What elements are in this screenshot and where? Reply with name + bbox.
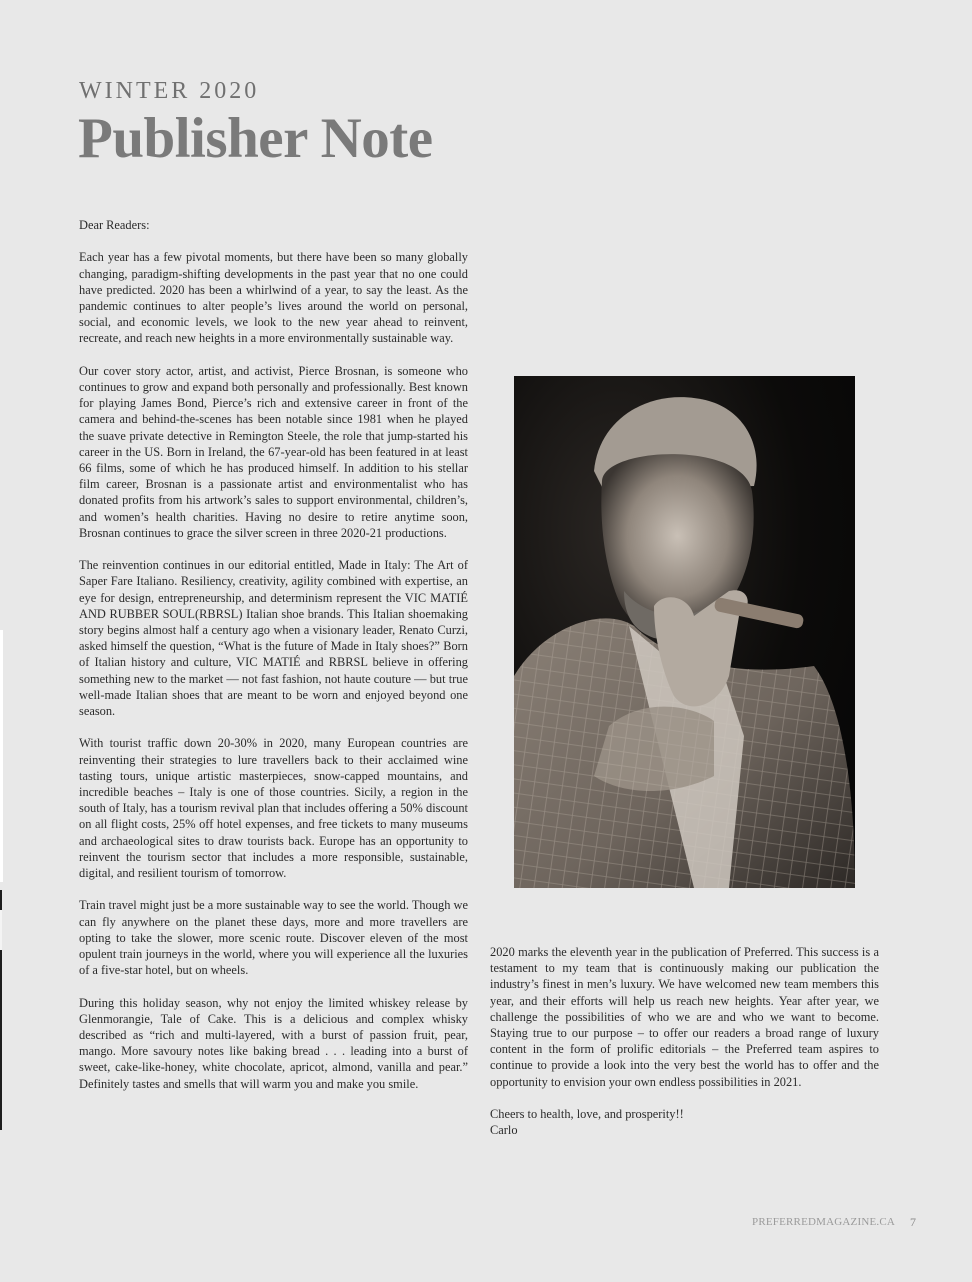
page-edge-strip-light: [0, 910, 2, 950]
paragraph: Our cover story actor, artist, and activist, Pierce Brosnan, is someone who continues to grow and expand both personally and professionally. Best known for playing James Bond, Pierce’s rich and extensive career in front of the camera and behind-the-scenes has been notable since 1981 when he played the suave private detective in Remington Steele, the role that jump-started his career in the US. Born in Ireland, the 67-year-old has been featured in at least 66 films, some of which he has produced himself. In addition to his stellar film career, Brosnan is a passionate artist and environmentalist who has donated profits from his artwork’s sales to support environmental, children’s, and women’s health charities. Having no desire to retire anytime soon, Brosnan continues to grace the silver screen in three 2020-21 productions.: [79, 363, 468, 540]
footer-website: PREFERREDMAGAZINE.CA: [752, 1216, 896, 1228]
paragraph: Each year has a few pivotal moments, but there have been so many globally changing, paradigm-shifting developments in the past year that no one could have predicted. 2020 has been a whirlwind of a year, to say the least. As the pandemic continues to alter people’s lives around the world on personal, social, and economic levels, we look to the new year ahead to reinvent, recreate, and reach new heights in a more environmentally sustainable way.: [79, 250, 468, 346]
page-edge-strip: [0, 630, 3, 882]
letter-left-column: [79, 217, 468, 1108]
closing-line: Cheers to health, love, and prosperity!!: [490, 1107, 684, 1122]
paragraph: Train travel might just be a more sustainable way to see the world. Though we can fly anywhere on the planet these days, more and more travellers are opting to take the slower, more scenic route. Discover eleven of the most opulent train journeys in the world, where you will experience all the luxuries of a five-star hotel, but on wheels.: [79, 898, 468, 978]
page-title: Publisher Note: [78, 107, 433, 170]
letter-right-column: [490, 944, 879, 1138]
paragraph: During this holiday season, why not enjoy the limited whiskey release by Glenmorangie, Tale of Cake. This is a delicious and complex whisky described as “rich and multi-layered, with a burst of passion fruit, pear, mango. More savoury notes like baking bread . . . leading into a burst of sweet, cake-like-honey, white chocolate, apricot, almond, vanilla and pear.” Definitely tastes and smells that will warm you and make you smile.: [79, 995, 468, 1091]
signature: Carlo: [490, 1123, 518, 1138]
paragraph: With tourist traffic down 20-30% in 2020, many European countries are reinventing their strategies to lure travellers back to their acclaimed wine tasting tours, unique artistic masterpieces, snow-capped mountains, and incredible beaches – Italy is one of those countries. Sicily, a region in the south of Italy, has a tourism revival plan that includes offering a 50% discount on all flight costs, 25% off hotel expenses, and free tickets to many museums and archaeological sites to draw tourists back. Europe has an opportunity to reinvent the tourism sector that includes a more responsible, sustainable, digital, and resilient tourism of tomorrow.: [79, 736, 468, 881]
publisher-portrait-photo: [514, 376, 855, 888]
portrait-illustration: [514, 376, 855, 888]
salutation: Dear Readers:: [79, 218, 150, 232]
paragraph: 2020 marks the eleventh year in the publication of Preferred. This success is a testament to my team that is continuously making our publication the industry’s finest in men’s luxury. We have welcomed new team members this year, and their efforts will help us reach new heights. Year after year, we challenge the possibilities of who we are and who we want to become. Staying true to our purpose – to offer our readers a broad range of luxury content in the form of prolific editorials – the Preferred team aspires to continue to provide a look into the very best the world has to offer and the opportunity to envision your own endless possibilities in 2021.: [490, 945, 879, 1089]
paragraph: The reinvention continues in our editorial entitled, Made in Italy: The Art of Saper Fare Italiano. Resiliency, creativity, agility combined with expertise, an eye for design, entrepreneurship, and determinism represent the VIC MATIÉ AND RUBBER SOUL(RBRSL) Italian shoe brands. This Italian shoemaking story begins almost half a century ago when a visionary leader, Renato Curzi, asked himself the question, “What is the future of Made in Italy shoes?” Born of Italian history and culture, VIC MATIÉ and RBRSL believe in offering something new to the market — not fast fashion, not haute couture — but true well-made Italian shoes that are meant to be worn and enjoyed beyond one season.: [79, 558, 468, 719]
page-number: 7: [910, 1215, 916, 1229]
issue-kicker: WINTER 2020: [79, 78, 260, 104]
